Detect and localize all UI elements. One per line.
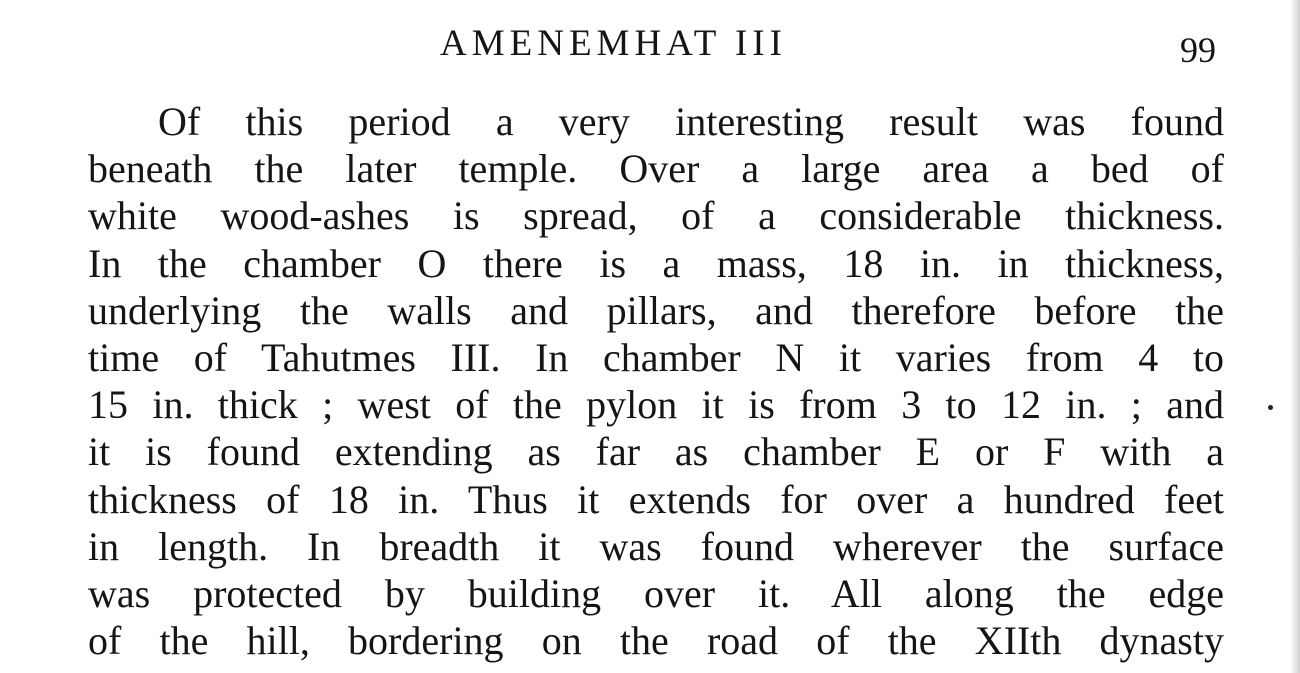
text-line: underlying the walls and pillars, and therefore before the [88, 287, 1224, 333]
text-line: of the hill, bordering on the road of the XIIth dynasty [88, 618, 1224, 664]
running-head [0, 22, 1300, 70]
text-line: in length. In breadth it was found wherever the surface [88, 523, 1224, 569]
text-line: white wood-ashes is spread, of a considerable thickness. [88, 193, 1224, 239]
running-title: AMENEMHAT III [440, 23, 787, 64]
text-line: In the chamber O there is a mass, 18 in. in thickness, [88, 240, 1224, 286]
text-line: 15 in. thick ; west of the pylon it is from 3 to 12 in. ; and [88, 382, 1224, 428]
text-line: beneath the later temple. Over a large area a bed of [88, 146, 1224, 192]
text-line: time of Tahutmes III. In chamber N it varies from 4 to [88, 334, 1224, 380]
text-line: it is found extending as far as chamber E or F with a [88, 429, 1224, 475]
ink-speck [1268, 405, 1273, 410]
page-number: 99 [1180, 30, 1216, 70]
page-edge-shadow [1290, 0, 1300, 673]
text-line: was protected by building over it. All along the edge [88, 570, 1224, 616]
text-line: Of this period a very interesting result was found [158, 99, 1224, 144]
text-line: thickness of 18 in. Thus it extends for over a hundred feet [88, 476, 1224, 522]
body-paragraph [88, 98, 1224, 664]
